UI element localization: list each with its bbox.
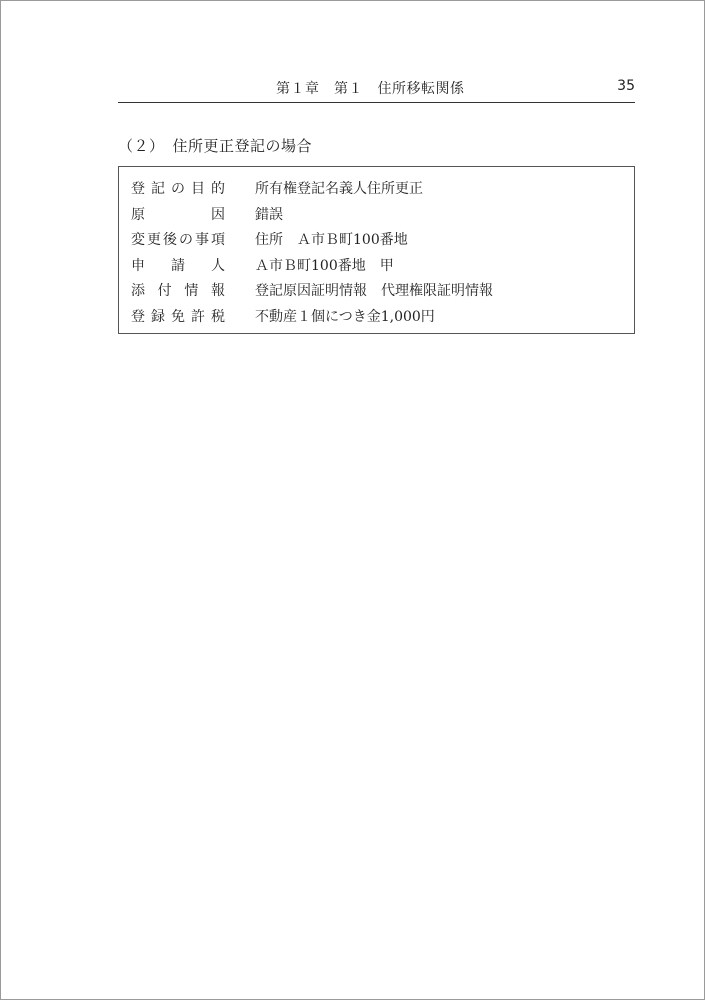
row-label: 原因: [131, 206, 225, 223]
row-value: Ａ市Ｂ町100番地 甲: [255, 257, 394, 274]
row-label: 変更後の事項: [131, 232, 225, 249]
row-label: 添付情報: [131, 283, 225, 300]
row-value: 登記原因証明情報 代理権限証明情報: [255, 283, 493, 300]
section-heading: （２） 住所更正登記の場合: [118, 137, 313, 155]
registration-box: [118, 166, 635, 334]
registration-row-cause: [131, 203, 634, 229]
row-value: 所有権登記名義人住所更正: [255, 181, 423, 197]
row-label: 登記の目的: [131, 181, 225, 197]
running-header: [118, 76, 635, 103]
registration-row-applicant: [131, 254, 634, 280]
registration-row-license-tax: [131, 305, 634, 331]
row-value: 住所 Ａ市Ｂ町100番地: [255, 232, 408, 249]
page-number: 35: [617, 78, 635, 94]
row-label: 申請人: [131, 257, 225, 274]
running-title: 第１章 第１ 住所移転関係: [276, 81, 465, 97]
registration-row-attachments: [131, 279, 634, 305]
registration-row-changed-matter: [131, 228, 634, 254]
row-value: 錯誤: [255, 206, 283, 223]
registration-row-purpose: [131, 177, 634, 203]
row-label: 登録免許税: [131, 308, 225, 325]
row-value: 不動産１個につき金1,000円: [255, 308, 435, 325]
